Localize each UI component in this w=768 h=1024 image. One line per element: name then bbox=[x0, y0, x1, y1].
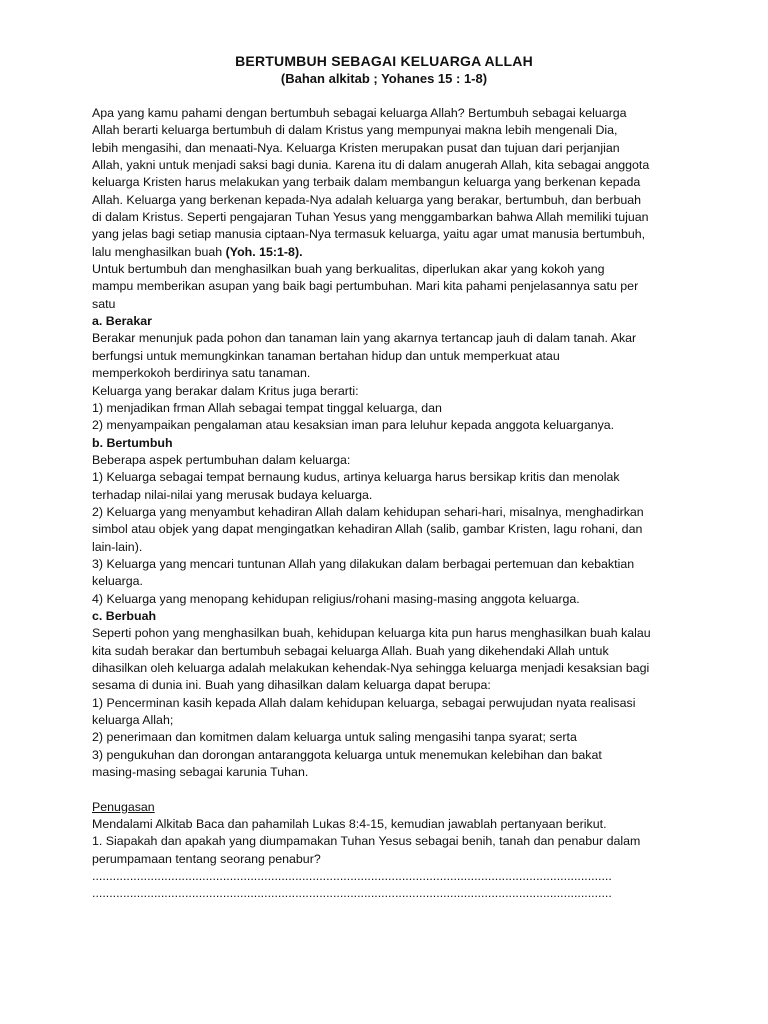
text-line bbox=[92, 452, 684, 469]
text-line bbox=[92, 729, 684, 746]
line-text: 1) Keluarga sebagai tempat bernaung kudus, artinya keluarga harus bersikap kritis dan menolak bbox=[92, 470, 620, 485]
section-heading bbox=[92, 608, 684, 625]
line-text: 3) pengukuhan dan dorongan antaranggota keluarga untuk menemukan kelebihan dan bakat bbox=[92, 747, 602, 762]
blank-line bbox=[92, 781, 684, 798]
line-text: sesama di dunia ini. Buah yang dihasilkan dalam keluarga dapat berupa: bbox=[92, 678, 491, 693]
line-text: lalu menghasilkan buah bbox=[92, 244, 226, 259]
text-line bbox=[92, 660, 684, 677]
assignment-heading bbox=[92, 799, 684, 816]
text-line bbox=[92, 157, 684, 174]
text-line bbox=[92, 677, 684, 694]
text-line bbox=[92, 504, 684, 521]
text-line bbox=[92, 226, 684, 243]
line-text: di dalam Kristus. Seperti pengajaran Tuhan Yesus yang menggambarkan bahwa Allah memiliki tujuan bbox=[92, 210, 649, 225]
line-text: keluarga Allah; bbox=[92, 713, 174, 728]
line-text: c. Berbuah bbox=[92, 608, 157, 623]
text-line bbox=[92, 868, 684, 885]
line-text: mampu memberikan asupan yang baik bagi pertumbuhan. Mari kita pahami penjelasannya satu per bbox=[92, 279, 639, 294]
text-line bbox=[92, 278, 684, 295]
text-line bbox=[92, 487, 684, 504]
text-line bbox=[92, 122, 684, 139]
line-text: Untuk bertumbuh dan menghasilkan buah yang berkualitas, diperlukan akar yang kokoh yang bbox=[92, 262, 605, 277]
text-line bbox=[92, 712, 684, 729]
bible-reference: (Yoh. 15:1-8). bbox=[225, 244, 303, 259]
page-subtitle: (Bahan alkitab ; Yohanes 15 : 1-8) bbox=[280, 71, 488, 86]
text-line bbox=[92, 417, 684, 434]
text-line bbox=[92, 296, 684, 313]
line-text: memperkokoh berdirinya satu tanaman. bbox=[92, 366, 311, 381]
text-line bbox=[92, 539, 684, 556]
text-line bbox=[92, 764, 684, 781]
line-text: perumpamaan tentang seorang penabur? bbox=[92, 851, 321, 866]
line-text: Allah, yakni untuk menjadi saksi bagi dunia. Karena itu di dalam anugerah Allah, kita sebagai anggota bbox=[92, 158, 650, 173]
line-text: Penugasan bbox=[92, 799, 155, 814]
line-text: ....................................................................................................................................................... bbox=[92, 886, 612, 901]
line-text: 1) menjadikan frman Allah sebagai tempat tinggal keluarga, dan bbox=[92, 400, 442, 415]
line-text: Beberapa aspek pertumbuhan dalam keluarga: bbox=[92, 452, 351, 467]
line-text: 1. Siapakah dan apakah yang diumpamakan Tuhan Yesus sebagai benih, tanah dan penabur dalam bbox=[92, 834, 641, 849]
line-text: kita sudah berakar dan bertumbuh sebagai keluarga Allah. Buah yang dikehendaki Allah untuk bbox=[92, 643, 609, 658]
line-text: Keluarga yang berakar dalam Kritus juga berarti: bbox=[92, 383, 359, 398]
text-line bbox=[92, 261, 684, 278]
page-title: BERTUMBUH SEBAGAI KELUARGA ALLAH bbox=[235, 53, 533, 69]
line-text: berfungsi untuk memungkinkan tanaman bertahan hidup dan untuk memperkuat atau bbox=[92, 348, 560, 363]
text-line bbox=[92, 521, 684, 538]
line-text: keluarga Kristen harus melakukan yang terbaik dalam membangun keluarga yang berkenan kepada bbox=[92, 175, 641, 190]
line-text: 3) Keluarga yang mencari tuntunan Allah yang dilakukan dalam berbagai pertemuan dan kebaktian bbox=[92, 556, 635, 571]
text-line bbox=[92, 209, 684, 226]
line-text: b. Bertumbuh bbox=[92, 435, 173, 450]
text-line bbox=[92, 833, 684, 850]
text-line bbox=[92, 105, 684, 122]
line-text: Mendalami Alkitab Baca dan pahamilah Lukas 8:4-15, kemudian jawablah pertanyaan berikut. bbox=[92, 817, 607, 832]
section-heading bbox=[92, 435, 684, 452]
line-text: Allah. Keluarga yang berkenan kepada-Nya adalah keluarga yang berakar, bertumbuh, dan berbuah bbox=[92, 192, 642, 207]
text-line bbox=[92, 625, 684, 642]
text-line bbox=[92, 591, 684, 608]
text-line bbox=[92, 556, 684, 573]
text-line bbox=[92, 816, 684, 833]
text-line bbox=[92, 140, 684, 157]
text-line bbox=[92, 174, 684, 191]
text-line bbox=[92, 192, 684, 209]
text-line bbox=[92, 573, 684, 590]
line-text: Allah berarti keluarga bertumbuh di dalam Kristus yang mempunyai makna lebih mengenali Dia, bbox=[92, 123, 618, 138]
text-line bbox=[92, 330, 684, 347]
line-text: keluarga. bbox=[92, 574, 143, 589]
line-text: 2) Keluarga yang menyambut kehadiran Allah dalam kehidupan sehari-hari, misalnya, menghadirkan bbox=[92, 504, 644, 519]
line-text: simbol atau objek yang dapat mengingatkan kehadiran Allah (salib, gambar Kristen, lagu rohani, dan bbox=[92, 522, 643, 537]
line-text: dihasilkan oleh keluarga adalah melakukan kehendak-Nya sehingga keluarga menjadi kesaksian bagi bbox=[92, 661, 650, 675]
text-line bbox=[92, 400, 684, 417]
line-text: Seperti pohon yang menghasilkan buah, kehidupan keluarga kita pun harus menghasilkan buah kalau bbox=[92, 626, 651, 641]
section-heading bbox=[92, 313, 684, 330]
text-line bbox=[92, 851, 684, 868]
line-text: satu bbox=[92, 296, 116, 311]
line-text: a. Berakar bbox=[92, 314, 152, 329]
line-text: lebih mengasihi, dan menaati-Nya. Keluarga Kristen merupakan pusat dan tujuan dari perjanjian bbox=[92, 140, 620, 155]
text-line bbox=[92, 695, 684, 712]
text-line bbox=[92, 747, 684, 764]
text-line bbox=[92, 885, 684, 902]
line-text: terhadap nilai-nilai yang merusak budaya keluarga. bbox=[92, 487, 373, 502]
line-text: 2) penerimaan dan komitmen dalam keluarga untuk saling mengasihi tanpa syarat; serta bbox=[92, 730, 577, 745]
text-line bbox=[92, 365, 684, 382]
line-text: Berakar menunjuk pada pohon dan tanaman lain yang akarnya tertancap jauh di dalam tanah. Akar bbox=[92, 331, 637, 346]
line-text: lain-lain). bbox=[92, 539, 143, 554]
line-text: masing-masing sebagai karunia Tuhan. bbox=[92, 765, 309, 780]
document-body bbox=[92, 105, 684, 903]
text-line bbox=[92, 383, 684, 400]
line-text: 1) Pencerminan kasih kepada Allah dalam kehidupan keluarga, sebagai perwujudan nyata realisasi bbox=[92, 695, 636, 710]
text-line bbox=[92, 348, 684, 365]
line-text: yang jelas bagi setiap manusia ciptaan-Nya termasuk keluarga, yaitu agar umat manusia bertumbuh, bbox=[92, 227, 646, 242]
line-text: ....................................................................................................................................................... bbox=[92, 869, 612, 884]
line-text: 2) menyampaikan pengalaman atau kesaksian iman para leluhur kepada anggota keluarganya. bbox=[92, 418, 615, 433]
line-text: 4) Keluarga yang menopang kehidupan religius/rohani masing-masing anggota keluarga. bbox=[92, 591, 580, 606]
text-line bbox=[92, 244, 684, 261]
text-line bbox=[92, 643, 684, 660]
line-text: Apa yang kamu pahami dengan bertumbuh sebagai keluarga Allah? Bertumbuh sebagai keluarga bbox=[92, 106, 627, 120]
text-line bbox=[92, 469, 684, 486]
